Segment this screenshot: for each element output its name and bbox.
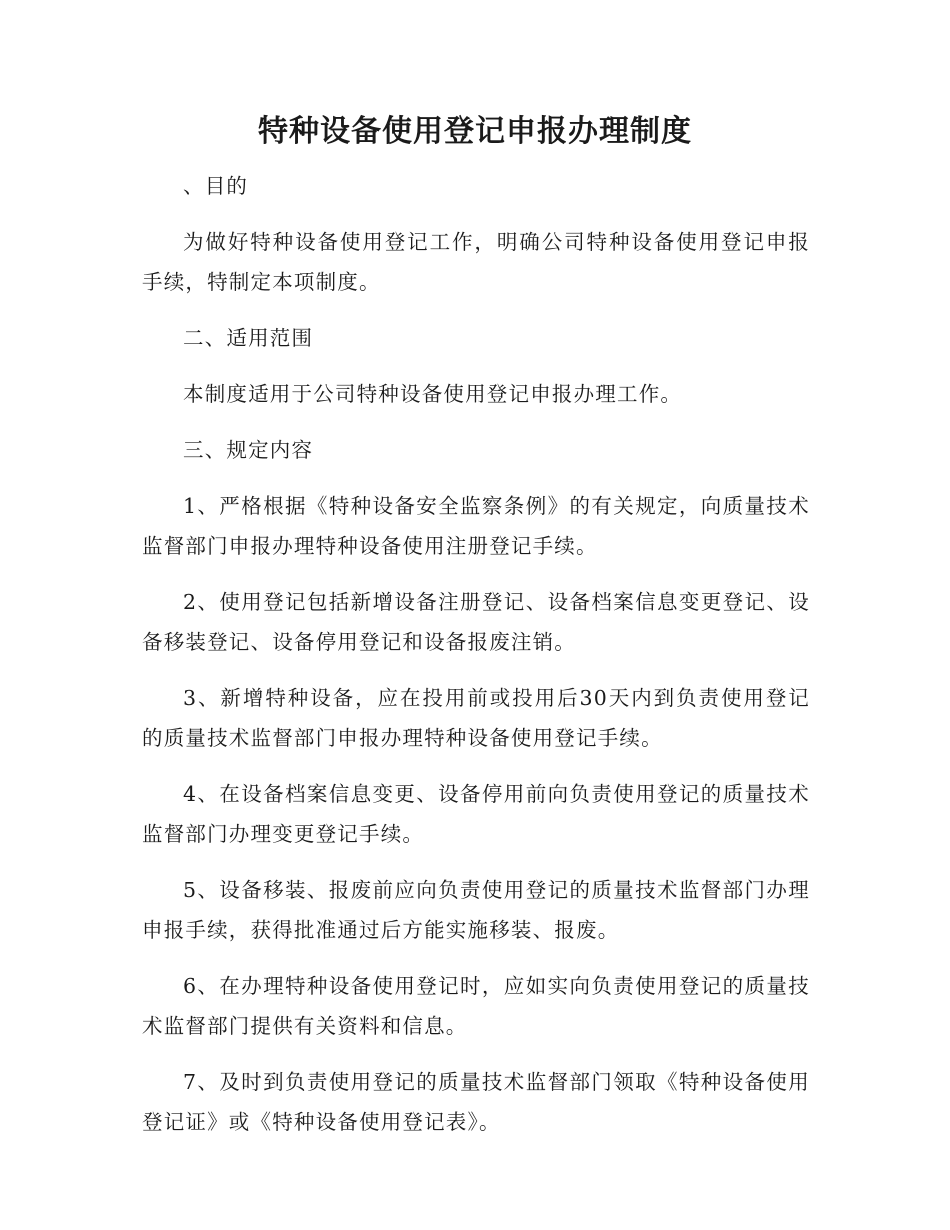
rule-item-3: 3、新增特种设备，应在投用前或投用后30天内到负责使用登记的质量技术监督部门申报办理特种设备使用登记手续。 (142, 686, 810, 750)
rule-item-7: 7、及时到负责使用登记的质量技术监督部门领取《特种设备使用登记证》或《特种设备使用登记表》。 (142, 1070, 810, 1134)
rule-item-2: 2、使用登记包括新增设备注册登记、设备档案信息变更登记、设备移装登记、设备停用登记和设备报废注销。 (142, 590, 810, 654)
paragraph-purpose: 为做好特种设备使用登记工作，明确公司特种设备使用登记申报手续，特制定本项制度。 (142, 230, 810, 294)
rule-item-6: 6、在办理特种设备使用登记时，应如实向负责使用登记的质量技术监督部门提供有关资料和信息。 (142, 974, 810, 1038)
section-heading-scope: 二、适用范围 (183, 326, 314, 350)
paragraph-scope: 本制度适用于公司特种设备使用登记申报办理工作。 (183, 382, 683, 406)
section-heading-purpose: 、目的 (183, 174, 249, 198)
document-body (142, 166, 810, 1158)
rule-item-5: 5、设备移装、报废前应向负责使用登记的质量技术监督部门办理申报手续，获得批准通过后方能实施移装、报废。 (142, 878, 810, 942)
rule-item-1: 1、严格根据《特种设备安全监察条例》的有关规定，向质量技术监督部门申报办理特种设备使用注册登记手续。 (142, 494, 810, 558)
rule-item-4: 4、在设备档案信息变更、设备停用前向负责使用登记的质量技术监督部门办理变更登记手续。 (142, 782, 810, 846)
document-title: 特种设备使用登记申报办理制度 (258, 114, 692, 149)
section-heading-rules: 三、规定内容 (183, 438, 314, 462)
